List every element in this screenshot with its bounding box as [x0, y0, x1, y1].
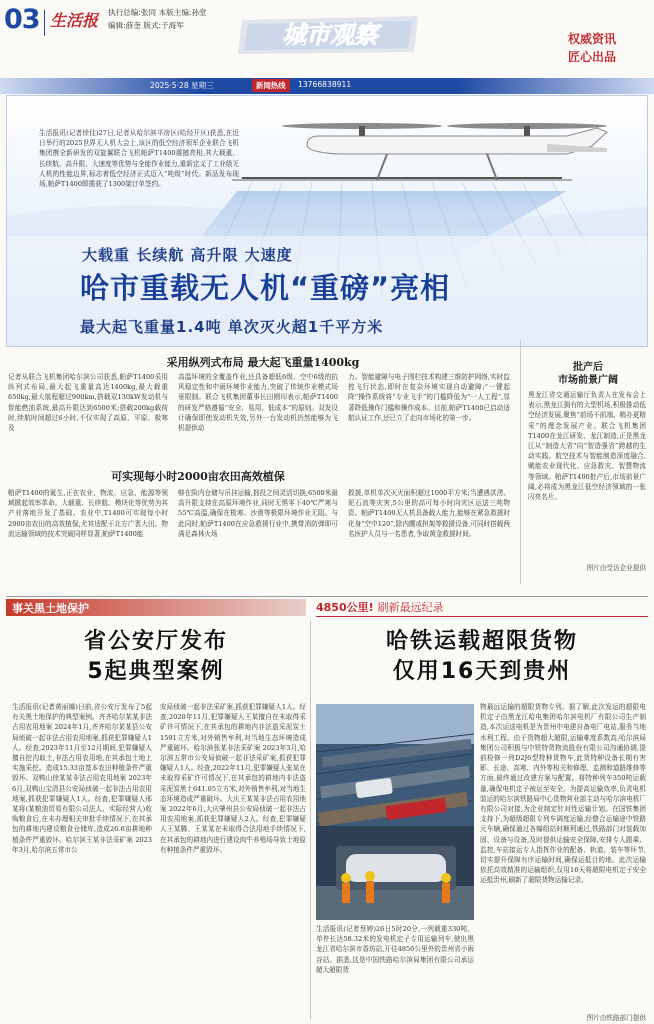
page-number: 03 — [4, 4, 40, 35]
worker-photo — [316, 826, 474, 920]
left-story-column: 安局侦破一起非法采矿案,抓获犯罪嫌疑人1人。经查,2020年11月,犯罪嫌疑人王某擅自在未取得采矿许可情况下,在其承包的耕地内非法盗采泥炭土1591立方米,对外销售牟利,对当地生态环境造成严重破坏。哈尔滨张某非法采矿案 2023年3月,哈尔滨五常市公安局侦破一起非法采矿案,抓获犯罪嫌疑人1人。经查,2022年11月,犯罪嫌疑人张某在未取得采矿许可情况下,在其承包的耕地内非法盗采泥炭黑土641.05立方米,对外销售牟利,对当地生态环境造成严重破坏。大庆王某某非法占用农用地案 2022年6月,大庆肇州县公安局侦破一起非法占用农用地案,抓获犯罪嫌疑人2人。经查,犯罪嫌疑人王某腾、王某某在未取得合法用地手续情况下,在其承包的耕地内进行建设肉牛养殖场导致土地原有种植条件严重毁坏。 — [160, 703, 306, 854]
lead-paragraph: 生活报讯(记者徐佳)27日,记者从哈尔滨平房区(哈经开区)获悉,在近日举行的2025世界无人机大会上,该区的低空经济领军企业联合飞机集团携全新研发的双旋翼联合飞机帕萨T1400震撼亮相,其大载重、长续航、高升限、大速度等优势与全能作业能力,重新定义了工业级无人机的性能边界,标志着低空经济正式迈入“吨级”时代。新品发布现场,帕萨T1400即揽获了1300架订单签约。 — [39, 129, 239, 189]
story-column: 高温环境的全覆盖作业,还具备超低6级、空中6级的抗风稳定性和中雨环境作业能力,突破了传统作业模式场景限制。联合飞机集团董事长田刚印表示,帕萨T1400的研发严格遵循“安全、易用、低成本”的原则。双发设计确保即使发动机失效,另外一台发动机仍然能够为飞机提供动 — [178, 373, 338, 433]
column-divider — [310, 620, 311, 1020]
tag-underline — [316, 616, 648, 617]
paper-name-logo: 生活报 — [50, 11, 99, 30]
hero-kicker: 大载重 长续航 高升限 大速度 — [82, 246, 293, 264]
issue-date: 2025·5·28 星期三 — [150, 81, 214, 90]
subheadline: 最大起飞重量1.4吨 单次灭火超1千平方米 — [80, 318, 384, 336]
left-headline-1: 省公安厅发布 — [83, 629, 228, 654]
hotline-label: 新闻热线 — [252, 79, 290, 92]
right-story-column: 物最远运输的超限货物专列。据了解,此次发运的超限电机定子由黑龙江哈电集团哈尔滨电机厂有限公司生产制造,本次运送电机是为贵州中电建自备电厂电站,服务当地水利工程。由于货物超大超限,运输难度系数高,哈尔滨局集团公司积极与中铁特货物流股份有限公司沟通协调,提前检修一列D2J6型特种货物车,此货特种设备长期有害影、长途、高寒、内外等相关和修理、监测和道路维修等方面,最终通过改建方案与配置。将特种列车350吨运载量,确保电机定子被运至安全。为提高运输效率,负责电机装运的哈尔滨铁路局中心货物营业部主动与哈尔滨电机厂有限公司对接,为企业制定针对性运输计划。在国铁集团支持下,为超级超限专列车调度运输,经整合运输途中铁路元车辆,确保通过各编组站时顺利通过,铁路部门对装载加固、设备与设备,及时提供运输安全保障,安排专人跟乘、监控,车站接运专人指挥作业的配备、轨道、装车等环节,切实提升保障有序运输时间,确保运抵目的地。此次运输依托高效精准的运输组织,仅用16天将超限电机定子安全运抵贵州,刷新了超限货物运输记录。 — [480, 703, 646, 885]
hero-section — [6, 95, 648, 347]
right-headline-2: 仅用16天到贵州 — [392, 659, 572, 684]
section-banner — [236, 12, 424, 58]
sidebar-title-1: 批产后 — [573, 362, 603, 373]
slogan-2: 匠心出品 — [568, 50, 617, 64]
staff-line-1: 执行总编:张同 本版主编:孙堂 — [108, 8, 207, 17]
story-column: 救援,单机单次灭火面积超过1000平方米;当遭遇洪涝、泥石流等灾害,5公里的高可每小时向灾区运送三吨物资。帕萨T1400无人机具备载人能力,能够在紧急救援时化身“空中120”,除内腰或担架等救援设备,可同时搭载两名医护人员与一名患者,争取黄金救援时间。 — [348, 489, 510, 538]
story-column: 帕萨T1400的诞生,正在农业、物流、应急、能源等领域掀起效率革命。大载重、长续航、模块化等优势为其产业落地开发了基础。农业中,T1400可实现每小时2000亩农田的高效植保,尤其适配于北方广袤大田。物流运输领域的技术突破同样显著,帕萨T1400能 — [8, 489, 168, 538]
left-headline-2: 5起典型案例 — [87, 659, 225, 684]
sidebar-title-2: 市场前景广阔 — [558, 375, 618, 386]
photo-credit-right: 图片由铁路部门提供 — [586, 1014, 646, 1022]
section-title: 城市观察 — [282, 21, 378, 49]
slogan-1: 权威资讯 — [568, 32, 617, 46]
headline: 哈市重载无人机“重磅”亮相 — [80, 271, 451, 305]
hotline-number: 13766838911 — [298, 80, 352, 89]
page-divider — [44, 10, 45, 36]
section-tag-right — [316, 599, 648, 616]
story-column: 记者从联合飞机集团哈尔滨公司获悉,帕萨T1400采用纵列式布局,最大起飞重量高达1400kg,最大载重650kg,最大航程超过900km,搭载双130kW发动机与智能燃油系统,最高升限达到6500米;搭载200kg载荷时,续航时间超过6小时,不仅实现了高原、平原、极寒及 — [8, 373, 168, 433]
subhead-1: 采用纵列式布局 最大起飞重量1400kg — [166, 356, 360, 369]
left-story-column: 生活报讯(记者黄丽娜)日前,省公安厅发布了5起有关黑土地保护的典型案例。齐齐哈尔某某非法占用农用地案 2024年1月,齐齐哈尔某某县公安局侦破一起非法占用农用地案,抓获犯罪嫌疑人1人。经查,2023年11月至12月期间,犯罪嫌疑人擅自挖沟取土,非法占用农用地,在其承包土地上实施采挖。造成15.33亩基本农田种植条件严重毁坏。双鸭山徐某某非法占用农用地案 2023年6月,双鸭山宝清县公安局侦破一起非法占用农用地案,抓获犯罪嫌疑人1人。经查,犯罪嫌疑人邢某将(某粮油贸易有限公司法人、实际经营人)收购粮食后,在未办理相关审批手续情况下,在其承包的耕地内建设粮食仓储库,造成26.6亩耕地种植条件严重毁坏。哈尔滨王某非法采矿案 2023年3月,哈尔滨五常市公 — [12, 703, 152, 854]
section-tag-left: 事关黑土地保护 — [6, 599, 306, 616]
story-column: 够在险内仓储与吊挂运输,拙投之间灵活切换,6500米最高升限支持在高原环境作业,同时无惧零下40℃严寒与55℃高温,确保在极寒、沙漠等极限环境作业无阻。与此同时,帕萨T1400在应急救援行业中,携带消防弹即可满足森林火场 — [178, 489, 338, 538]
tag-number: 4850公里! — [316, 601, 374, 614]
column-divider — [520, 340, 521, 584]
staff-line-2: 编辑:薛奎 版式:于海军 — [108, 21, 184, 30]
sidebar-body: 黑龙江省交通运输厅负责人在发布会上表示,黑龙江拥有的大型机场,积极推动低空经济发展,聚焦“前场不前端、精办更精采”的理念发展产业。联合飞机集团T1400在龙江研发、龙江制造,正是黑龙江从“制造大省”向“智造强省”跨越的生动实践。航空技术与智能制造深度融合,赋能农业现代化、应急救灾、智慧物流等领域。帕萨T1400批产后,市场前景广阔,必将成为黑龙江低空经济领域的一张闪亮名片。 — [528, 391, 646, 502]
tag-text: 刷新最远纪录 — [377, 601, 444, 614]
subhead-2: 可实现每小时2000亩农田高效植保 — [111, 470, 285, 483]
story-column: 力。智能避障与电子围栏技术构建三维防护网络,实时监控飞行状态,即时在复杂环境实现自动避障;“一键起降”操作系统将“专业飞手”的门槛降低为“一人工程”,显著降低操作门槛和操作成本。目前,帕萨T1400已启动适航认证工作,还已立了走向市场化的第一步。 — [348, 373, 510, 422]
right-headline-1: 哈铁运载超限货物 — [385, 629, 578, 654]
right-story-lead: 生活报讯(记者蔡婷)26日5时20分,一列载重330吨、单件长达58.32米的发电机定子专用运输列车,驶出黑龙江省哈尔滨市香坊站,开往4850公里外的贵州省小雨谷站。据悉,这是中国铁路哈尔滨局集团有限公司承运超大超限货 — [316, 925, 474, 974]
section-divider — [6, 596, 648, 597]
photo-credit: 图片由受访企业提供 — [586, 564, 646, 572]
